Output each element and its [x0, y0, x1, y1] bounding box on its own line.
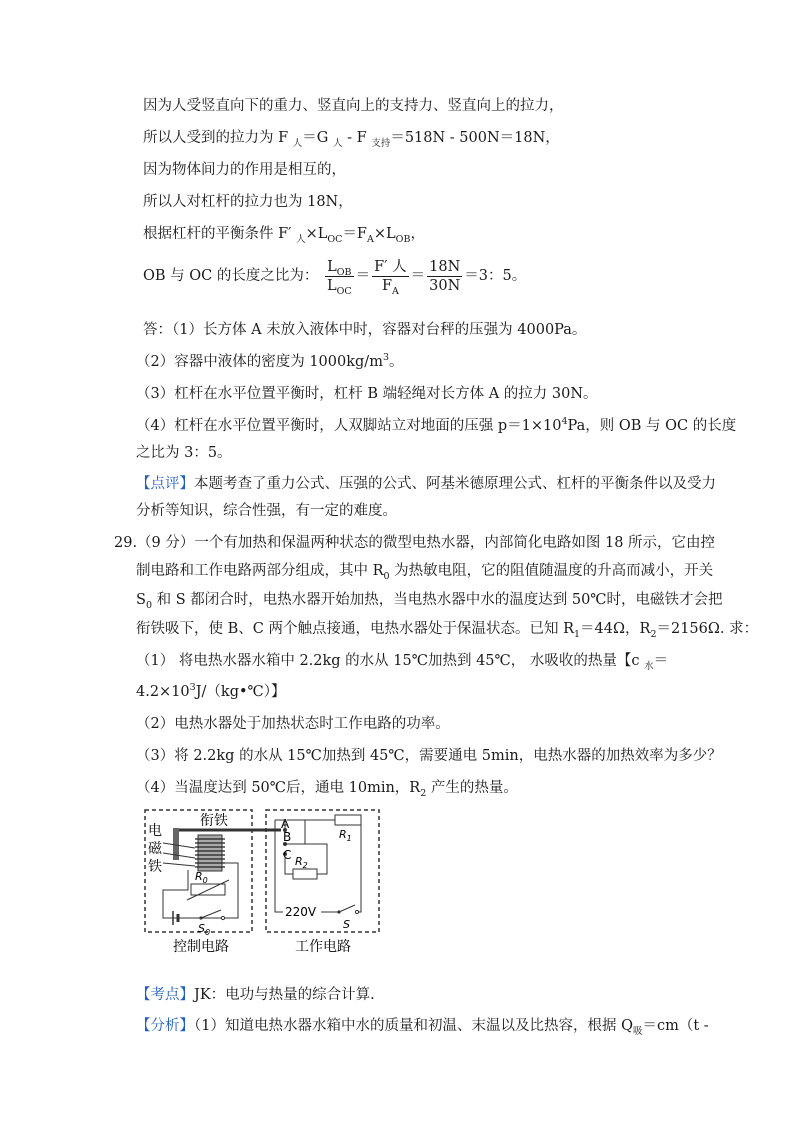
electromagnet-label-3: 铁 — [148, 859, 162, 875]
answer-line: （4）杠杆在水平位置平衡时，人双脚站立对地面的压强 $p=1\times 10^4Pa$，则 OB 与 OC 的长度 — [136, 416, 737, 434]
s0-switch-blade — [201, 910, 221, 918]
text-line: 因为物体间力的作用是相互的， — [143, 162, 346, 178]
r1-label: $R_1$ — [339, 828, 352, 843]
review-tag: 【点评】 — [136, 476, 194, 492]
working-circuit-caption: 工作电路 — [295, 939, 351, 955]
review-line: 【点评】本题考查了重力公式、压强的公式、阿基米德原理公式、杠杆的平衡条件以及受力 — [136, 476, 716, 492]
pointer-line — [163, 863, 195, 866]
analysis-line: 【分析】（1）知道电热水器水箱中水的质量和初温、末温以及比热容，根据 $Q_吸=cm(t$ - — [136, 1018, 709, 1037]
electromagnet-core — [198, 835, 222, 871]
electromagnet-label-1: 电 — [148, 823, 162, 839]
control-wire — [225, 863, 238, 890]
electromagnet-label-2: 磁 — [148, 841, 162, 857]
ratio-formula: OB 与 OC 的长度之比为： $\frac{L_{OB}}{L_{OC}}$ ＝ $\frac{\text{F′ 人}}{F_A}$ ＝ $\frac{18N}{30N}$ ＝3：5。 — [143, 258, 527, 297]
text-line: 根据杠杆的平衡条件 F′ $_人\times L_{OC}=F_A\times L_{OB}$， — [143, 226, 425, 245]
question-line: $4.2\times 10^3J/(kg•℃)$】 — [136, 682, 286, 700]
contact-a-label: A — [281, 817, 290, 831]
question-line: （3）将 2.2kg 的水从 15℃加热到 45℃，需要通电 5min，电热水器的加热效率为多少？ — [136, 748, 722, 764]
r2-label: $R_2$ — [295, 855, 308, 870]
text-line: 所以人受到的拉力为 F $_人$＝G $_人$ - F $_{支持}$＝518N - 500N＝18N， — [143, 130, 560, 149]
answer-line: （2）容器中液体的密度为 $1000kg/m^3$。 — [136, 352, 404, 370]
fraction-force: $\frac{\text{F′ 人}}{F_A}$ — [374, 258, 407, 297]
fraction-lob-loc: $\frac{L_{OB}}{L_{OC}}$ — [326, 258, 352, 297]
question-line: $S_0$ 和 S 都闭合时，电热水器开始加热，当电热水器中水的温度达到 50℃时，电磁铁才会把 — [136, 592, 723, 611]
voltage-label: 220V — [285, 905, 317, 919]
point-line: 【考点】JK：电功与热量的综合计算. — [136, 987, 375, 1003]
review-line: 分析等知识，综合性强，有一定的难度。 — [136, 503, 397, 519]
question-line: 制电路和工作电路两部分组成，其中 $R_0$ 为热敏电阻，它的阻值随温度的升高而减小，开关 — [136, 563, 714, 582]
contact-b-label: B — [283, 830, 292, 844]
text-line: 所以人对杠杆的拉力也为 18N， — [143, 194, 353, 210]
question-line: （2）电热水器处于加热状态时工作电路的功率。 — [136, 716, 450, 732]
fraction-values: $\frac{18N}{30N}$ — [429, 258, 461, 294]
answer-line: 之比为 3：5。 — [136, 445, 232, 461]
analysis-tag: 【分析】 — [136, 1018, 194, 1034]
armature-label: 衔铁 — [200, 813, 228, 829]
control-circuit-caption: 控制电路 — [173, 939, 229, 955]
s-label: S — [343, 918, 350, 931]
contact-c-label: C — [283, 848, 292, 862]
answer-line: 答：（1）长方体 A 未放入液体中时，容器对台秤的压强为 4000Pa。 — [143, 322, 587, 338]
r2-resistor — [293, 869, 317, 879]
r0-label: $R_0$ — [195, 870, 208, 885]
s0-label: $S_0$ — [198, 922, 211, 937]
answer-line: （3）杠杆在水平位置平衡时，杠杆 B 端轻绳对长方体 A 的拉力 30N。 — [136, 386, 598, 402]
text-line: 因为人受竖直向下的重力、竖直向上的支持力、竖直向上的拉力， — [143, 98, 564, 114]
question-line: 衔铁吸下，使 B、C 两个触点接通，电热水器处于保温状态。已知 $R_1=44\Omega$，$R_2=2156\Omega$. 求： — [136, 621, 759, 640]
r1-resistor — [335, 815, 361, 825]
working-wire — [275, 820, 283, 912]
circuit-diagram — [143, 808, 383, 958]
question-line: 29.（9 分）一个有加热和保温两种状态的微型电热水器，内部简化电路如图 18 所示，它由控 — [114, 535, 716, 551]
question-line: （4）当温度达到 50℃后，通电 10min，$R_2$ 产生的热量。 — [136, 780, 518, 799]
s-switch-blade — [339, 905, 355, 912]
point-tag: 【考点】 — [136, 987, 194, 1003]
question-line: （1） 将电热水器水箱中 2.2kg 的水从 15℃加热到 45℃， 水吸收的热量【c $_水$＝ — [136, 653, 669, 672]
